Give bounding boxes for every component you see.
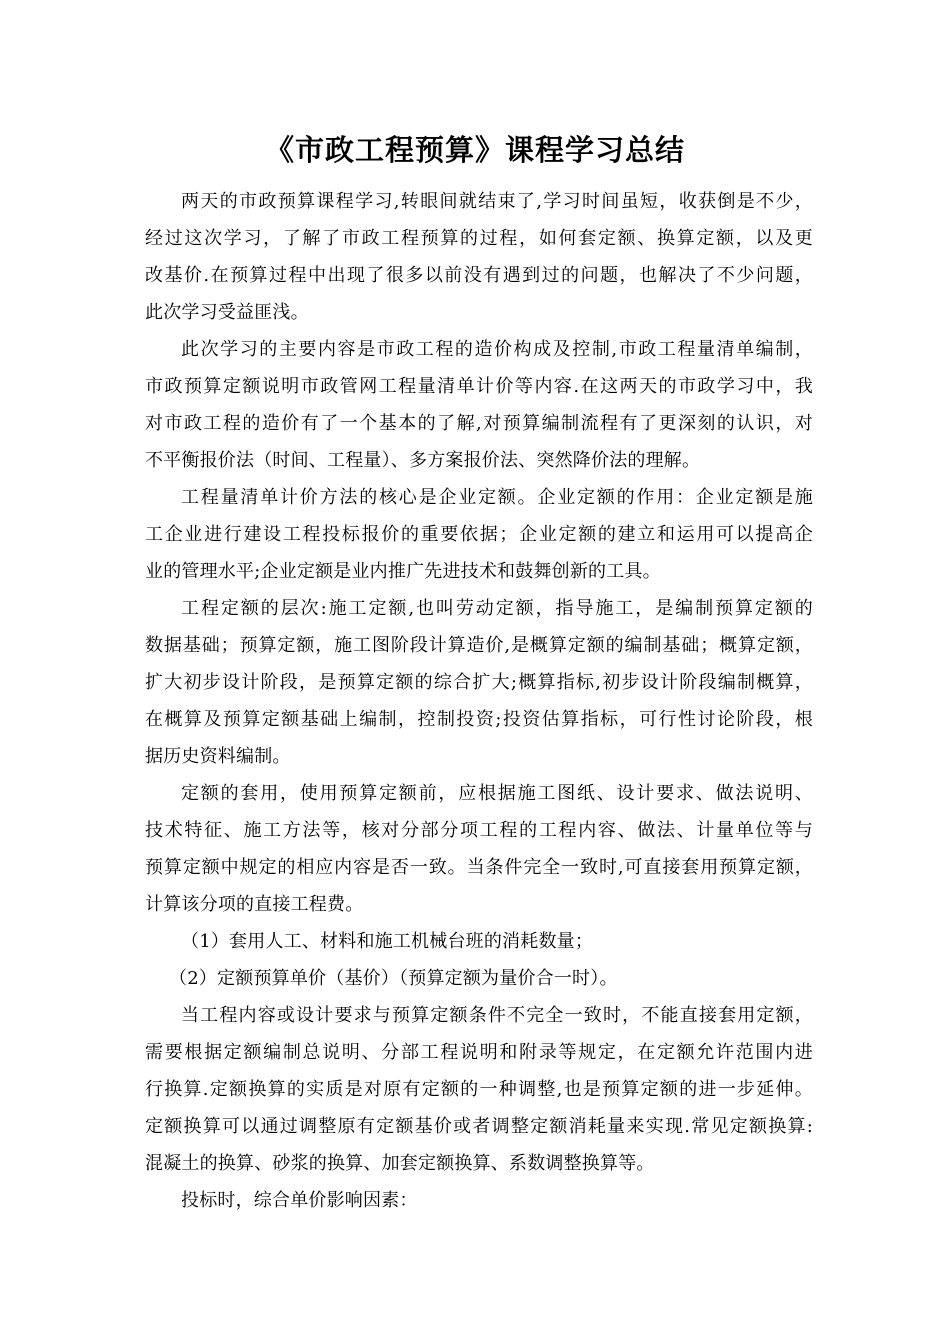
paragraph-5-line-1: 定额的套用，使用预算定额前，应根据施工图纸、设计要求、做法说明、 [181,783,813,804]
paragraph-3-line-1: 工程量清单计价方法的核心是企业定额。企业定额的作用：企业定额是施 [181,487,813,508]
paragraph-5-line-3: 预算定额中规定的相应内容是否一致。当条件完全一致时,可直接套用预算定额， [145,857,813,878]
paragraph-1-line-4: 此次学习受益匪浅。 [145,302,309,323]
paragraph-2-line-1: 此次学习的主要内容是市政工程的造价构成及控制,市政工程量清单编制， [181,339,813,360]
paragraph-3-line-2: 工企业进行建设工程投标报价的重要依据；企业定额的建立和运用可以提高企 [145,524,813,545]
paragraph-2-line-2: 市政预算定额说明市政管网工程量清单计价等内容.在这两天的市政学习中，我 [145,376,813,397]
list-item-1: （1）套用人工、材料和施工机械台班的消耗数量； [181,931,594,952]
paragraph-1-line-1: 两天的市政预算课程学习,转眼间就结束了,学习时间虽短，收获倒是不少， [181,191,813,212]
paragraph-6-line-2: 需要根据定额编制总说明、分部工程说明和附录等规定，在定额允许范围内进 [145,1042,813,1063]
document-body [145,183,813,1219]
paragraph-1-line-2: 经过这次学习，了解了市政工程预算的过程，如何套定额、换算定额，以及更 [145,228,813,249]
paragraph-6-line-5: 混凝土的换算、砂浆的换算、加套定额换算、系数调整换算等。 [145,1153,655,1174]
paragraph-7-line-1: 投标时，综合单价影响因素： [181,1190,418,1211]
paragraph-1-line-3: 改基价.在预算过程中出现了很多以前没有遇到过的问题，也解决了不少问题， [145,265,813,286]
paragraph-6-line-4: 定额换算可以通过调整原有定额基价或者调整定额消耗量来实现.常见定额换算: [145,1116,813,1137]
paragraph-4-line-1: 工程定额的层次:施工定额,也叫劳动定额，指导施工，是编制预算定额的 [181,598,813,619]
paragraph-6-line-3: 行换算.定额换算的实质是对原有定额的一种调整,也是预算定额的进一步延伸。 [145,1079,813,1100]
paragraph-4-line-3: 扩大初步设计阶段，是预算定额的综合扩大;概算指标,初步设计阶段编制概算， [145,672,813,693]
paragraph-4-line-4: 在概算及预算定额基础上编制，控制投资;投资估算指标，可行性讨论阶段，根 [145,709,813,730]
paragraph-4-line-5: 据历史资料编制。 [145,746,291,767]
paragraph-2-line-3: 对市政工程的造价有了一个基本的了解,对预算编制流程有了更深刻的认识，对 [145,413,813,434]
paragraph-5-line-4: 计算该分项的直接工程费。 [145,894,364,915]
paragraph-2-line-4: 不平衡报价法（时间、工程量）、多方案报价法、突然降价法的理解。 [145,450,701,471]
paragraph-4-line-2: 数据基础；预算定额，施工图阶段计算造价,是概算定额的编制基础；概算定额， [145,635,813,656]
list-item-2: （2）定额预算单价（基价）（预算定额为量价合一时）。 [169,968,618,989]
paragraph-3-line-3: 业的管理水平;企业定额是业内推广先进技术和鼓舞创新的工具。 [145,561,661,582]
paragraph-5-line-2: 技术特征、施工方法等，核对分部分项工程的工程内容、做法、计量单位等与 [145,820,813,841]
document-title: 《市政工程预算》课程学习总结 [264,133,685,167]
paragraph-6-line-1: 当工程内容或设计要求与预算定额条件不完全一致时，不能直接套用定额， [181,1005,813,1026]
